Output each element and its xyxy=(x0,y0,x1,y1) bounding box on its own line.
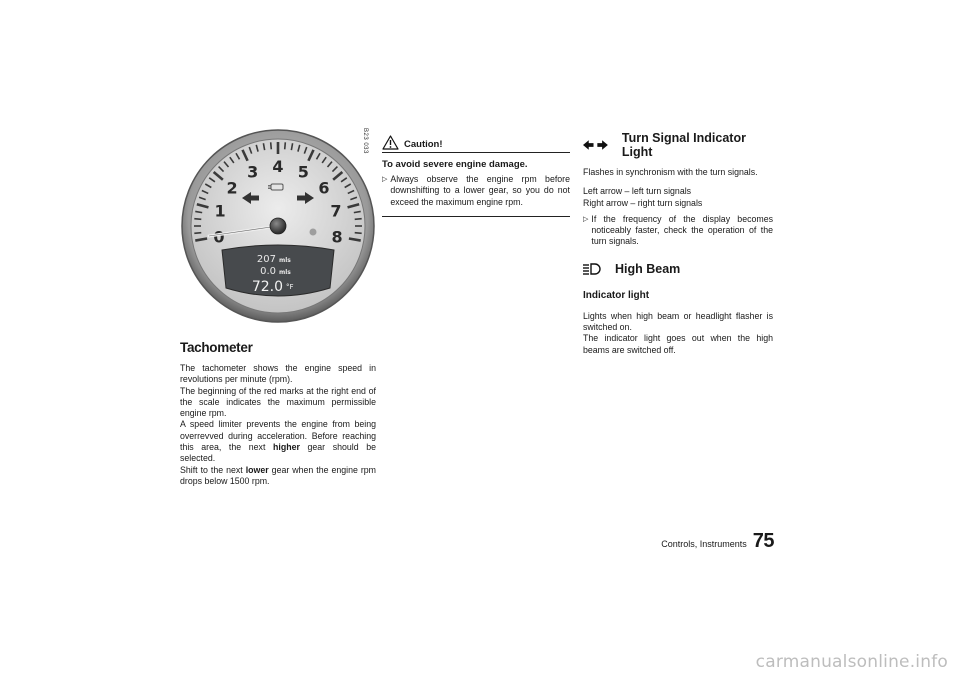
figure-code: B23 033 xyxy=(362,128,368,154)
high-beam-body xyxy=(583,311,773,356)
high-beam-heading: High Beam xyxy=(615,261,681,276)
dial-number: 3 xyxy=(247,162,259,182)
warning-triangle-icon xyxy=(382,135,399,150)
caution-divider xyxy=(382,216,570,217)
indicator-dot xyxy=(310,229,317,236)
minor-tick xyxy=(194,233,201,234)
lower-emphasis: lower xyxy=(245,464,269,475)
dial-number: 4 xyxy=(272,157,284,176)
minor-tick xyxy=(285,142,286,149)
high-beam-heading-row xyxy=(583,262,773,276)
indicators-section xyxy=(583,131,773,356)
tachometer-body xyxy=(180,363,376,487)
tachometer-heading: Tachometer xyxy=(180,340,253,355)
dial-number: 6 xyxy=(318,178,330,198)
left-arrow-line: Left arrow – left turn signals xyxy=(583,186,692,197)
page-number: 75 xyxy=(752,530,774,552)
odometer-total: 207 xyxy=(256,254,276,265)
high-beam-paragraph-2: The indicator light goes out when the high beams are switched off. xyxy=(583,333,773,355)
tachometer-gauge xyxy=(180,128,376,324)
turn-signal-heading-row xyxy=(583,131,773,159)
dial-number: 2 xyxy=(226,178,238,198)
minor-tick xyxy=(355,219,362,220)
high-beam-subheading: Indicator light xyxy=(583,289,650,301)
minor-tick xyxy=(355,233,362,234)
page-footer xyxy=(640,530,774,553)
caution-box xyxy=(382,135,570,217)
turn-signal-body xyxy=(583,167,773,248)
higher-emphasis: higher xyxy=(273,442,300,453)
caution-title: Caution! xyxy=(404,139,443,150)
minor-tick xyxy=(271,142,272,149)
high-beam-icon xyxy=(583,263,601,275)
dial-number: 1 xyxy=(214,201,226,221)
caution-subtitle: To avoid severe engine damage. xyxy=(382,159,528,170)
tachometer-paragraph-3: A speed limiter prevents the engine from being overrevved during acceleration. Before reaching this area, the next higher gear should be selected. xyxy=(180,419,377,464)
turn-signal-heading: Turn Signal Indicator Light xyxy=(621,131,746,159)
chapter-title: Controls, Instruments xyxy=(661,539,747,549)
tachometer-paragraph-2: The beginning of the red marks at the right end of the scale indicates the maximum permissible engine rpm. xyxy=(180,385,376,419)
dial-number: 8 xyxy=(331,227,343,247)
temperature-unit: °F xyxy=(286,283,294,291)
minor-tick xyxy=(194,219,201,220)
turn-signal-bullet-text: If the frequency of the display becomes noticeably faster, check the operation of the turn signals. xyxy=(591,213,773,247)
odometer-total-unit: mls xyxy=(279,257,291,264)
tachometer-paragraph-1: The tachometer shows the engine speed in revolutions per minute (rpm). xyxy=(180,363,376,385)
tachometer-illustration xyxy=(180,128,376,324)
lcd-display xyxy=(222,245,334,296)
outside-temperature: 72.0 xyxy=(251,279,283,295)
dial-number: 0 xyxy=(213,227,225,247)
needle-hub xyxy=(270,218,286,234)
high-beam-paragraph-1: Lights when high beam or headlight flasher is switched on. xyxy=(583,310,773,333)
turn-signal-paragraph: Flashes in synchronism with the turn signals. xyxy=(583,167,758,177)
bullet-triangle-icon: ▷ xyxy=(382,176,388,183)
tachometer-section xyxy=(180,340,376,487)
caution-header xyxy=(382,135,570,153)
tachometer-paragraph-4: Shift to the next lower gear when the engine rpm drops below 1500 rpm. xyxy=(180,464,376,486)
right-arrow-line: Right arrow – right turn signals xyxy=(583,197,703,208)
dial-number: 7 xyxy=(330,201,342,221)
watermark[interactable]: carmanualsonline.info xyxy=(755,652,948,672)
caution-bullet-text: Always observe the engine rpm before downshifting to a lower gear, so you do not exceed the maximum engine rpm. xyxy=(390,174,570,207)
dial-number: 5 xyxy=(297,162,309,182)
turn-signal-arrows-icon xyxy=(583,139,608,151)
trip-odometer: 0.0 xyxy=(260,266,276,277)
caution-bullet xyxy=(382,174,570,208)
bullet-triangle-icon: ▷ xyxy=(583,215,589,223)
trip-odometer-unit: mls xyxy=(279,269,291,276)
turn-signal-bullet xyxy=(583,214,773,248)
